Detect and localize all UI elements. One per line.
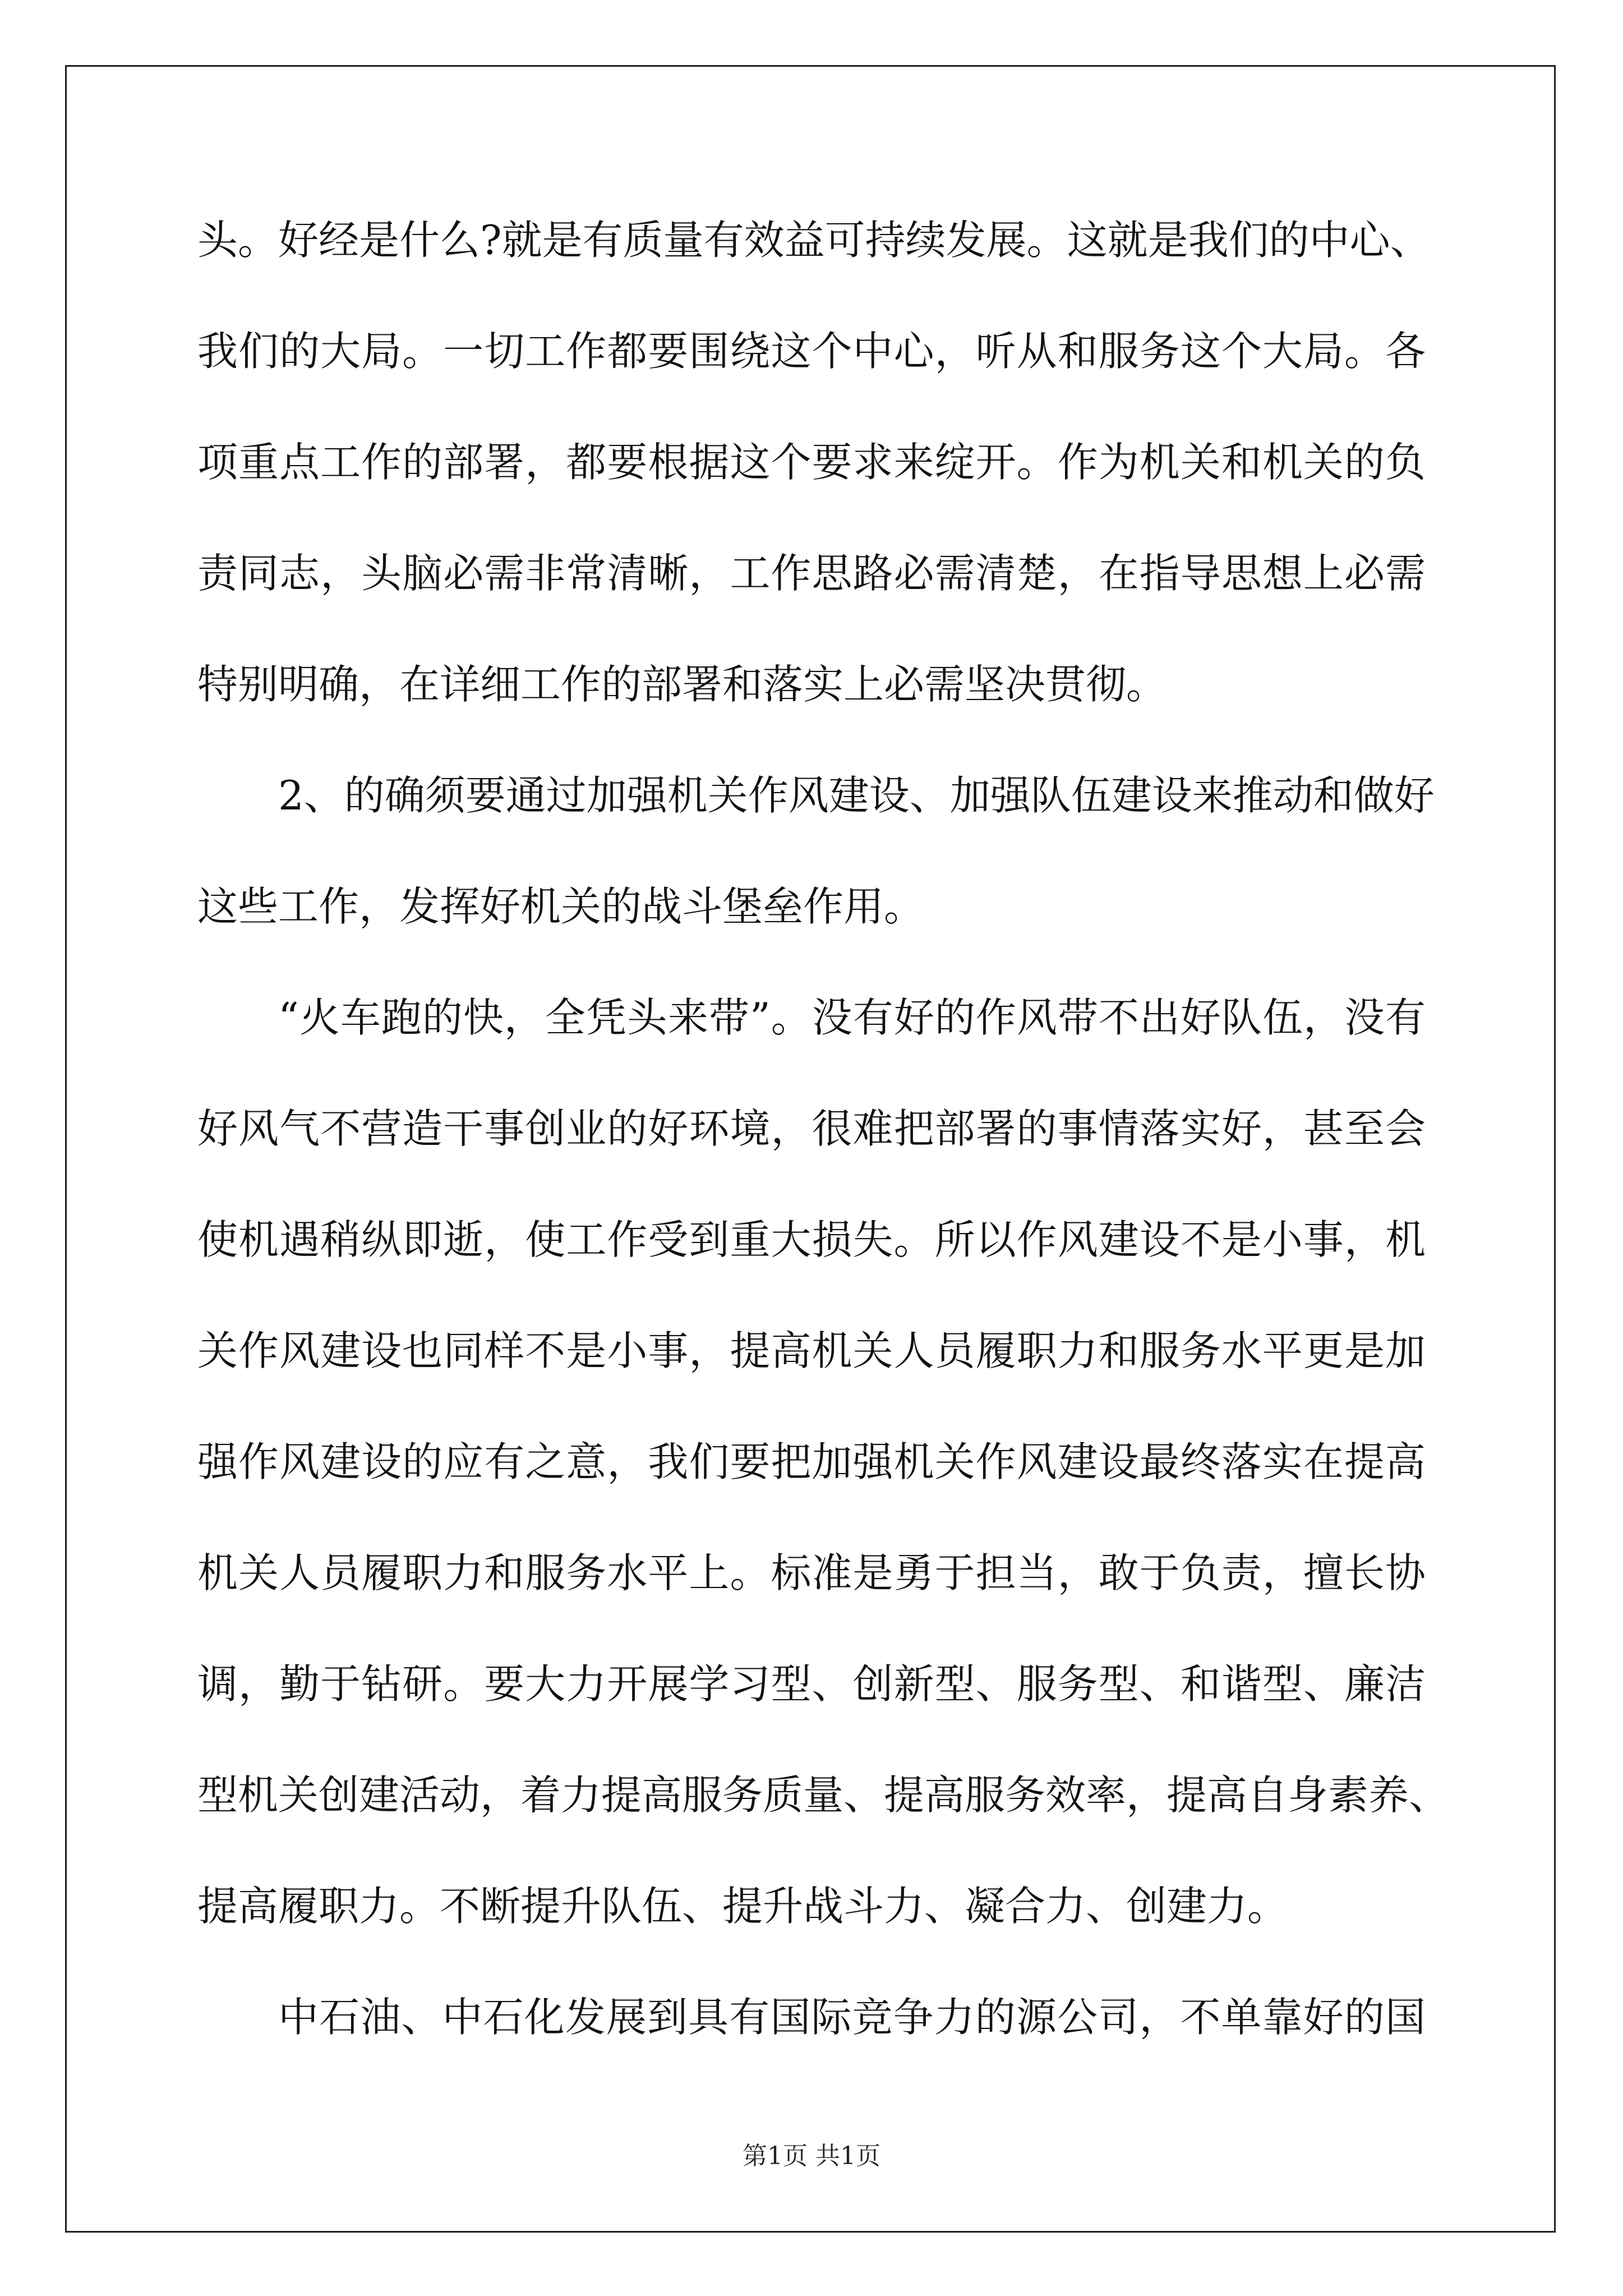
paragraph-line: “火车跑的快，全凭头来带”。没有好的作风带不出好队伍，没有 [278, 994, 1426, 1041]
paragraph-line: 头。好经是什么?就是有质量有效益可持续发展。这就是我们的中心、 [197, 217, 1431, 264]
paragraph-line: 型机关创建活动，着力提高服务质量、提高服务效率，提高自身素养、 [197, 1772, 1450, 1819]
page-number-footer: 第1页 共1页 [743, 2142, 880, 2170]
paragraph-line: 强作风建设的应有之意，我们要把加强机关作风建设最终落实在提高 [197, 1438, 1426, 1485]
paragraph-line: 使机遇稍纵即逝，使工作受到重大损失。所以作风建设不是小事，机 [197, 1216, 1426, 1263]
paragraph-line: 机关人员履职力和服务水平上。标准是勇于担当，敢于负责，擅长协 [197, 1549, 1426, 1596]
paragraph-line: 调，勤于钻研。要大力开展学习型、创新型、服务型、和谐型、廉洁 [197, 1660, 1426, 1708]
paragraph-line: 提高履职力。不断提升队伍、提升战斗力、凝合力、创建力。 [197, 1883, 1288, 1930]
paragraph-line: 我们的大局。一切工作都要围绕这个中心，听从和服务这个大局。各 [197, 328, 1426, 375]
paragraph-line: 2、的确须要通过加强机关作风建设、加强队伍建设来推动和做好 [278, 772, 1435, 819]
paragraph-line: 中石油、中石化发展到具有国际竞争力的源公司，不单靠好的国 [278, 1994, 1426, 2041]
paragraph-line: 项重点工作的部署，都要根据这个要求来绽开。作为机关和机关的负 [197, 439, 1426, 486]
paragraph-line: 关作风建设也同样不是小事，提高机关人员履职力和服务水平更是加 [197, 1327, 1426, 1374]
paragraph-line: 特别明确，在详细工作的部署和落实上必需坚决贯彻。 [197, 661, 1167, 708]
paragraph-line: 这些工作，发挥好机关的战斗堡垒作用。 [197, 883, 925, 930]
paragraph-line: 责同志，头脑必需非常清晰，工作思路必需清楚，在指导思想上必需 [197, 550, 1426, 597]
paragraph-line: 好风气不营造干事创业的好环境，很难把部署的事情落实好，甚至会 [197, 1105, 1426, 1152]
